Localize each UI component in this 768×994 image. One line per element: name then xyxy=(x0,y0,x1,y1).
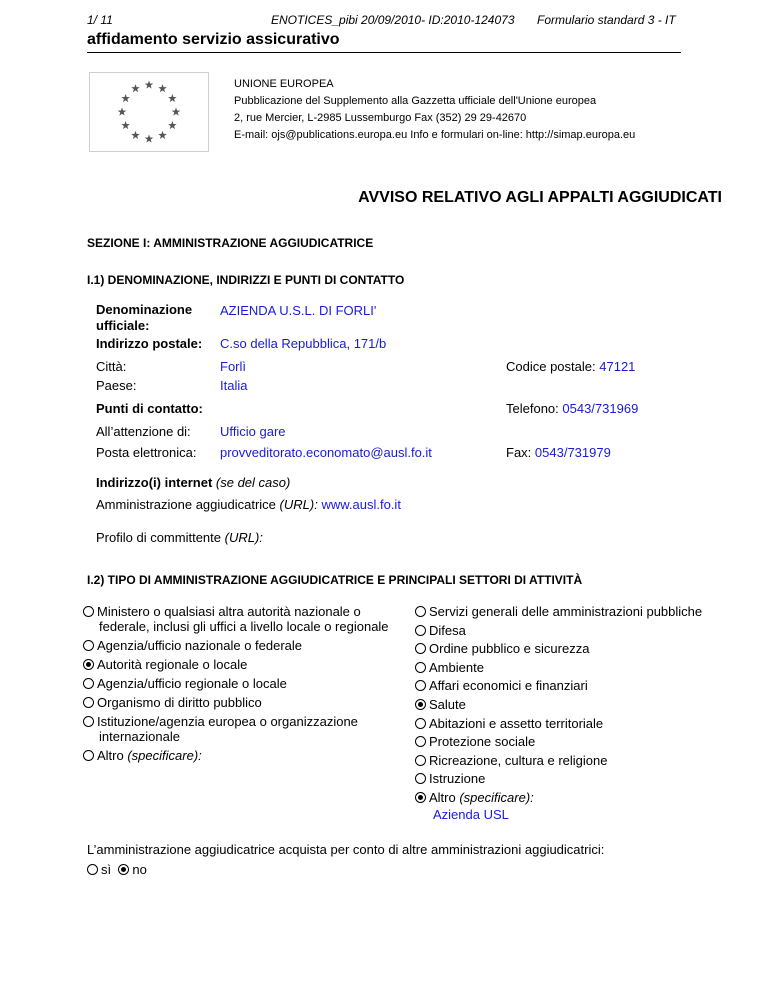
option-label: Affari economici e finanziari xyxy=(429,678,588,694)
list-item xyxy=(83,638,395,653)
attention-label: All’attenzione di: xyxy=(96,424,191,439)
list-item xyxy=(83,676,395,691)
postcode xyxy=(506,359,635,374)
profile-label: Profilo di committente xyxy=(96,530,221,545)
phone xyxy=(506,401,638,416)
radio-button[interactable] xyxy=(83,697,94,708)
option-label: Abitazioni e assetto territoriale xyxy=(429,715,604,731)
address-value: C.so della Repubblica, 171/b xyxy=(220,336,387,351)
form-name: Formulario standard 3 - IT xyxy=(537,13,676,27)
radio-button[interactable] xyxy=(415,643,426,654)
profile-note: (URL): xyxy=(224,530,263,545)
city-value: Forlì xyxy=(220,359,246,374)
option-note: (specificare): xyxy=(123,748,202,763)
fax-value: 0543/731979 xyxy=(534,445,611,460)
name-label-line: ufficiale: xyxy=(96,318,150,333)
city-label: Città: xyxy=(96,359,127,374)
list-item xyxy=(415,697,735,712)
option-label: Autorità regionale o locale xyxy=(97,657,248,672)
radio-button[interactable] xyxy=(83,640,94,651)
option-label: Agenzia/ufficio nazionale o federale xyxy=(97,638,303,653)
radio-button[interactable] xyxy=(83,606,94,617)
radio-button[interactable] xyxy=(415,755,426,766)
fax xyxy=(506,445,611,460)
publisher-line: Pubblicazione del Supplemento alla Gazzetta ufficiale dell'Unione europea xyxy=(234,95,597,107)
publisher-info xyxy=(234,76,635,144)
radio-button[interactable] xyxy=(415,606,426,617)
star-icon xyxy=(145,135,154,143)
radio-button[interactable] xyxy=(83,678,94,689)
option-label: Servizi generali delle amministrazioni pubbliche xyxy=(429,604,703,619)
list-item xyxy=(83,748,395,763)
list-item xyxy=(415,716,735,731)
radio-button[interactable] xyxy=(415,662,426,673)
section-heading: SEZIONE I: AMMINISTRAZIONE AGGIUDICATRICE xyxy=(87,236,374,250)
behalf-options xyxy=(87,862,147,877)
list-item xyxy=(415,641,735,656)
url-row xyxy=(96,497,401,512)
country-label: Paese: xyxy=(96,378,137,393)
radio-button[interactable] xyxy=(415,773,426,784)
email-link[interactable]: provveditorato.economato@ausl.fo.it xyxy=(220,445,432,460)
name-value: AZIENDA U.S.L. DI FORLI' xyxy=(220,303,377,318)
sector-other-value: Azienda USL xyxy=(433,807,509,822)
list-item xyxy=(83,714,411,744)
star-icon xyxy=(172,108,181,116)
address-label: Indirizzo postale: xyxy=(96,336,203,351)
option-label: Ricreazione, cultura e religione xyxy=(429,752,608,768)
radio-button[interactable] xyxy=(415,680,426,691)
radio-button[interactable] xyxy=(415,718,426,729)
list-item xyxy=(83,695,395,710)
phone-label: Telefono: xyxy=(506,401,559,416)
list-item xyxy=(415,771,735,786)
option-label: Altro xyxy=(429,790,456,805)
radio-button[interactable] xyxy=(415,625,426,636)
postcode-label: Codice postale: xyxy=(506,359,596,374)
internet-label: Indirizzo(i) internet xyxy=(96,475,213,490)
option-label: Protezione sociale xyxy=(429,734,536,750)
option-label: Agenzia/ufficio regionale o locale xyxy=(97,676,287,691)
list-item xyxy=(415,604,735,619)
list-item xyxy=(415,660,735,675)
eu-stars-icon xyxy=(90,73,208,151)
radio-yes-label: sì xyxy=(101,862,112,877)
name-label xyxy=(96,302,192,334)
option-label: Ministero o qualsiasi altra autorità nazionale o federale, inclusi gli uffici a livello locale o regionale xyxy=(97,604,389,634)
radio-yes[interactable] xyxy=(87,864,98,875)
url-note: (URL): xyxy=(279,497,318,512)
option-label: Ambiente xyxy=(429,659,484,675)
url-link[interactable]: www.ausl.fo.it xyxy=(321,497,401,512)
option-label: Difesa xyxy=(429,622,466,638)
internet-note: (se del caso) xyxy=(215,475,291,490)
option-note: (specificare): xyxy=(455,790,534,805)
star-icon xyxy=(158,131,167,139)
notice-subject: affidamento servizio assicurativo xyxy=(87,31,340,48)
publisher-line: E-mail: ojs@publications.europa.eu Info e formulari on-line: http://simap.europa.eu xyxy=(234,129,636,141)
name-label-line: Denominazione xyxy=(96,302,193,317)
radio-button[interactable] xyxy=(83,750,94,761)
star-icon xyxy=(168,121,177,129)
star-icon xyxy=(158,84,167,92)
option-label: Salute xyxy=(429,697,466,712)
contact-label: Punti di contatto: xyxy=(96,401,203,416)
list-item xyxy=(83,657,395,672)
notice-id: ENOTICES_pibi 20/09/2010- ID:2010-124073 xyxy=(271,13,515,27)
radio-button[interactable] xyxy=(83,659,94,670)
header-rule xyxy=(87,52,681,53)
postcode-value: 47121 xyxy=(599,359,636,374)
subsection-heading: I.1) DENOMINAZIONE, INDIRIZZI E PUNTI DI CONTATTO xyxy=(87,273,405,287)
url-label: Amministrazione aggiudicatrice xyxy=(96,497,276,512)
internet-heading xyxy=(96,475,290,490)
fax-label: Fax: xyxy=(506,445,532,460)
profile-row xyxy=(96,530,263,545)
star-icon xyxy=(131,84,140,92)
option-label: Altro xyxy=(97,748,124,763)
list-item xyxy=(415,678,735,693)
eu-flag-logo xyxy=(89,72,209,152)
radio-no[interactable] xyxy=(118,864,129,875)
attention-value: Ufficio gare xyxy=(220,424,286,439)
star-icon xyxy=(121,94,130,102)
page-number: 1/ 11 xyxy=(87,13,113,27)
publisher-line: UNIONE EUROPEA xyxy=(234,78,334,90)
notice-title: AVVISO RELATIVO AGLI APPALTI AGGIUDICATI xyxy=(358,189,722,206)
option-label: Ordine pubblico e sicurezza xyxy=(429,641,590,657)
phone-value: 0543/731969 xyxy=(562,401,639,416)
country-value: Italia xyxy=(220,378,248,393)
publisher-line: 2, rue Mercier, L-2985 Lussemburgo Fax (352) 29 29-42670 xyxy=(234,112,527,124)
list-item xyxy=(415,753,735,768)
radio-button[interactable] xyxy=(83,716,94,727)
star-icon xyxy=(168,94,177,102)
subsection-heading: I.2) TIPO DI AMMINISTRAZIONE AGGIUDICATRICE E PRINCIPALI SETTORI DI ATTIVITÀ xyxy=(87,573,583,587)
list-item xyxy=(415,734,735,749)
list-item xyxy=(83,604,411,634)
radio-no-label: no xyxy=(132,862,147,877)
star-icon xyxy=(121,121,130,129)
list-item xyxy=(415,790,735,805)
list-item xyxy=(415,623,735,638)
email-label: Posta elettronica: xyxy=(96,445,197,460)
star-icon xyxy=(118,108,127,116)
radio-button[interactable] xyxy=(415,792,426,803)
option-label: Istituzione/agenzia europea o organizzazione internazionale xyxy=(97,714,358,744)
behalf-question: L’amministrazione aggiudicatrice acquista per conto di altre amministrazioni aggiudicatrici: xyxy=(87,842,605,857)
star-icon xyxy=(131,131,140,139)
option-label: Istruzione xyxy=(429,771,486,787)
radio-button[interactable] xyxy=(415,736,426,747)
star-icon xyxy=(145,81,154,89)
radio-button[interactable] xyxy=(415,699,426,710)
option-label: Organismo di diritto pubblico xyxy=(97,695,262,710)
